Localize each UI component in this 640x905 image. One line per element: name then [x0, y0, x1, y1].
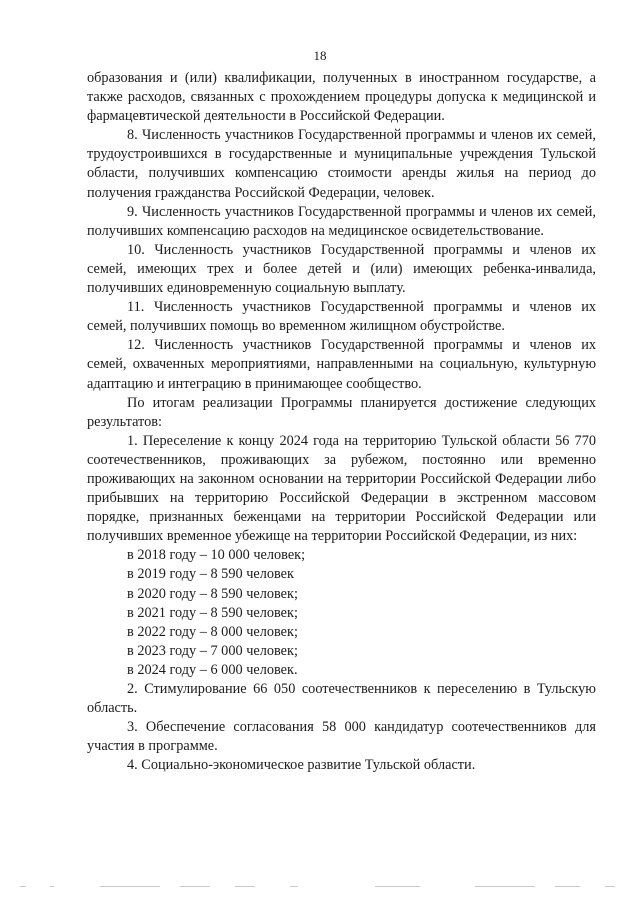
document-body: [87, 69, 596, 775]
paragraph-indicator-12: 12. Численность участников Государственной программы и членов их семей, охваченных мероприятиями, направленными на социальную, культурную адаптацию и интеграцию в принимающее сообщество.: [87, 337, 596, 392]
page-number: 18: [313, 48, 327, 63]
paragraph-result-1: 1. Переселение к концу 2024 года на территорию Тульской области 56 770 соотечественников, проживающих за рубежом, постоянно или временно проживающих на законном основании на территории Российской Федерации либо прибывших на территорию Российской Федерации в экстренном массовом порядке, признанных беженцами на территории Российской Федерации или получивших временное убежище на территории Российской Федерации, из них:: [87, 432, 596, 545]
list-item: в 2019 году – 8 590 человек: [127, 566, 294, 583]
paragraph-indicator-11: 11. Численность участников Государственной программы и членов их семей, получивших помощь во временном жилищном обустройстве.: [87, 299, 596, 335]
paragraph-continued: образования и (или) квалификации, полученных в иностранном государстве, а также расходов, связанных с прохождением процедуры допуска к медицинской и фармацевтической деятельности в Российской Федерации.: [87, 70, 596, 125]
scan-artifact-line: [20, 884, 620, 890]
list-item: в 2024 году – 6 000 человек.: [127, 661, 298, 678]
paragraph-indicator-8: 8. Численность участников Государственной программы и членов их семей, трудоустроившихся в государственные и муниципальные учреждения Тульской области, получивших компенсацию стоимости аренды жилья на период до получения гражданства Российской Федерации, человек.: [87, 127, 596, 201]
list-item: в 2021 году – 8 590 человек;: [127, 604, 298, 621]
paragraph-result-2: 2. Стимулирование 66 050 соотечественников к переселению в Тульскую область.: [87, 681, 596, 717]
paragraph-result-4: 4. Социально-экономическое развитие Тульской области.: [127, 757, 476, 774]
list-item: в 2020 году – 8 590 человек;: [127, 585, 298, 602]
list-item: в 2022 году – 8 000 человек;: [127, 623, 298, 640]
paragraph-results-intro: По итогам реализации Программы планируется достижение следующих результатов:: [87, 394, 596, 430]
paragraph-result-3: 3. Обеспечение согласования 58 000 кандидатур соотечественников для участия в программе.: [87, 719, 596, 755]
list-item: в 2018 году – 10 000 человек;: [127, 547, 306, 564]
yearly-targets-list: [87, 546, 596, 680]
list-item: в 2023 году – 7 000 человек;: [127, 642, 298, 659]
paragraph-indicator-9: 9. Численность участников Государственной программы и членов их семей, получивших компенсацию расходов на медицинское освидетельствование.: [87, 203, 596, 239]
paragraph-indicator-10: 10. Численность участников Государственной программы и членов их семей, имеющих трех и более детей и (или) имеющих ребенка-инвалида, получивших единовременную социальную выплату.: [87, 241, 596, 297]
